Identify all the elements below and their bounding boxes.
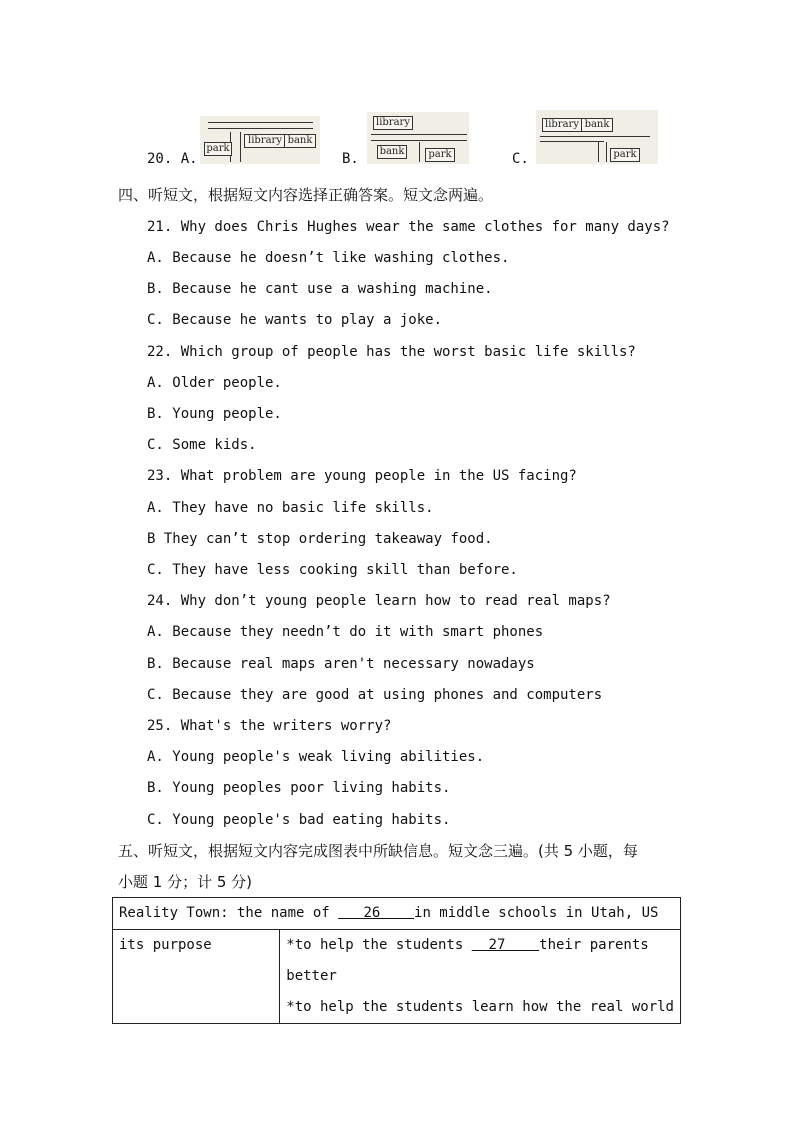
purpose-line-1 bbox=[286, 930, 674, 961]
map-c-bank: bank bbox=[581, 118, 613, 132]
map-option-a bbox=[200, 116, 320, 164]
q22-option-b: B. Young people. bbox=[147, 406, 282, 422]
map-option-c bbox=[536, 110, 658, 164]
table-cell-purpose-content bbox=[280, 930, 681, 1024]
q25-question: 25. What's the writers worry? bbox=[147, 718, 392, 734]
map-a-library: library bbox=[244, 134, 286, 148]
table-cell-reality-town bbox=[113, 898, 681, 930]
q25-option-b: B. Young peoples poor living habits. bbox=[147, 780, 451, 796]
q22-question: 22. Which group of people has the worst basic life skills? bbox=[147, 344, 636, 360]
section5-heading-line1: 五、听短文，根据短文内容完成图表中所缺信息。短文念三遍。(共 5 小题，每 bbox=[118, 842, 638, 860]
section5-heading-line2: 小题 1 分；计 5 分) bbox=[118, 873, 253, 891]
info-table bbox=[112, 897, 681, 1024]
q24-question: 24. Why don’t young people learn how to read real maps? bbox=[147, 593, 611, 609]
map-c-library: library bbox=[542, 118, 582, 132]
section4-heading: 四、听短文，根据短文内容选择正确答案。短文念两遍。 bbox=[118, 186, 494, 204]
q20-number: 20. A. bbox=[147, 151, 198, 167]
table-cell-purpose-label bbox=[113, 930, 280, 1024]
map-b-bank: bank bbox=[377, 145, 407, 159]
q24-option-b: B. Because real maps aren't necessary nowadays bbox=[147, 656, 535, 672]
purpose-label: its purpose bbox=[119, 937, 212, 953]
q20-option-b: B. bbox=[342, 151, 359, 167]
map-b-library: library bbox=[373, 116, 413, 130]
map-b-park: park bbox=[425, 148, 455, 162]
q24-option-c: C. Because they are good at using phones and computers bbox=[147, 687, 603, 703]
q22-option-c: C. Some kids. bbox=[147, 437, 257, 453]
q22-option-a: A. Older people. bbox=[147, 375, 282, 391]
row1-before-text: Reality Town: the name of bbox=[119, 905, 339, 921]
map-option-b bbox=[367, 112, 469, 164]
row1-after-text: in middle schools in Utah, US bbox=[414, 905, 659, 921]
table-row bbox=[113, 898, 681, 930]
map-c-park: park bbox=[610, 148, 640, 162]
q24-option-a: A. Because they needn’t do it with smart phones bbox=[147, 624, 544, 640]
q23-option-b: B They can’t stop ordering takeaway food. bbox=[147, 531, 493, 547]
q21-question: 21. Why does Chris Hughes wear the same clothes for many days? bbox=[147, 219, 670, 235]
q23-option-a: A. They have no basic life skills. bbox=[147, 500, 434, 516]
map-a-park: park bbox=[204, 142, 232, 156]
q23-option-c: C. They have less cooking skill than before. bbox=[147, 562, 518, 578]
q23-question: 23. What problem are young people in the US facing? bbox=[147, 468, 577, 484]
q25-option-a: A. Young people's weak living abilities. bbox=[147, 749, 485, 765]
q21-option-a: A. Because he doesn’t like washing clothes. bbox=[147, 250, 510, 266]
purpose-line-1-before: *to help the students bbox=[286, 937, 472, 953]
q25-option-c: C. Young people's bad eating habits. bbox=[147, 812, 451, 828]
q21-option-b: B. Because he cant use a washing machine. bbox=[147, 281, 493, 297]
purpose-line-1-after: their parents bbox=[539, 937, 649, 953]
q21-option-c: C. Because he wants to play a joke. bbox=[147, 312, 443, 328]
purpose-line-2: better bbox=[286, 968, 337, 984]
blank-27: 27 bbox=[471, 937, 540, 953]
map-a-bank: bank bbox=[284, 134, 316, 148]
blank-26: 26 bbox=[338, 905, 415, 921]
table-row bbox=[113, 930, 681, 1024]
q20-option-c: C. bbox=[512, 151, 529, 167]
purpose-line-3: *to help the students learn how the real world bbox=[286, 999, 674, 1015]
